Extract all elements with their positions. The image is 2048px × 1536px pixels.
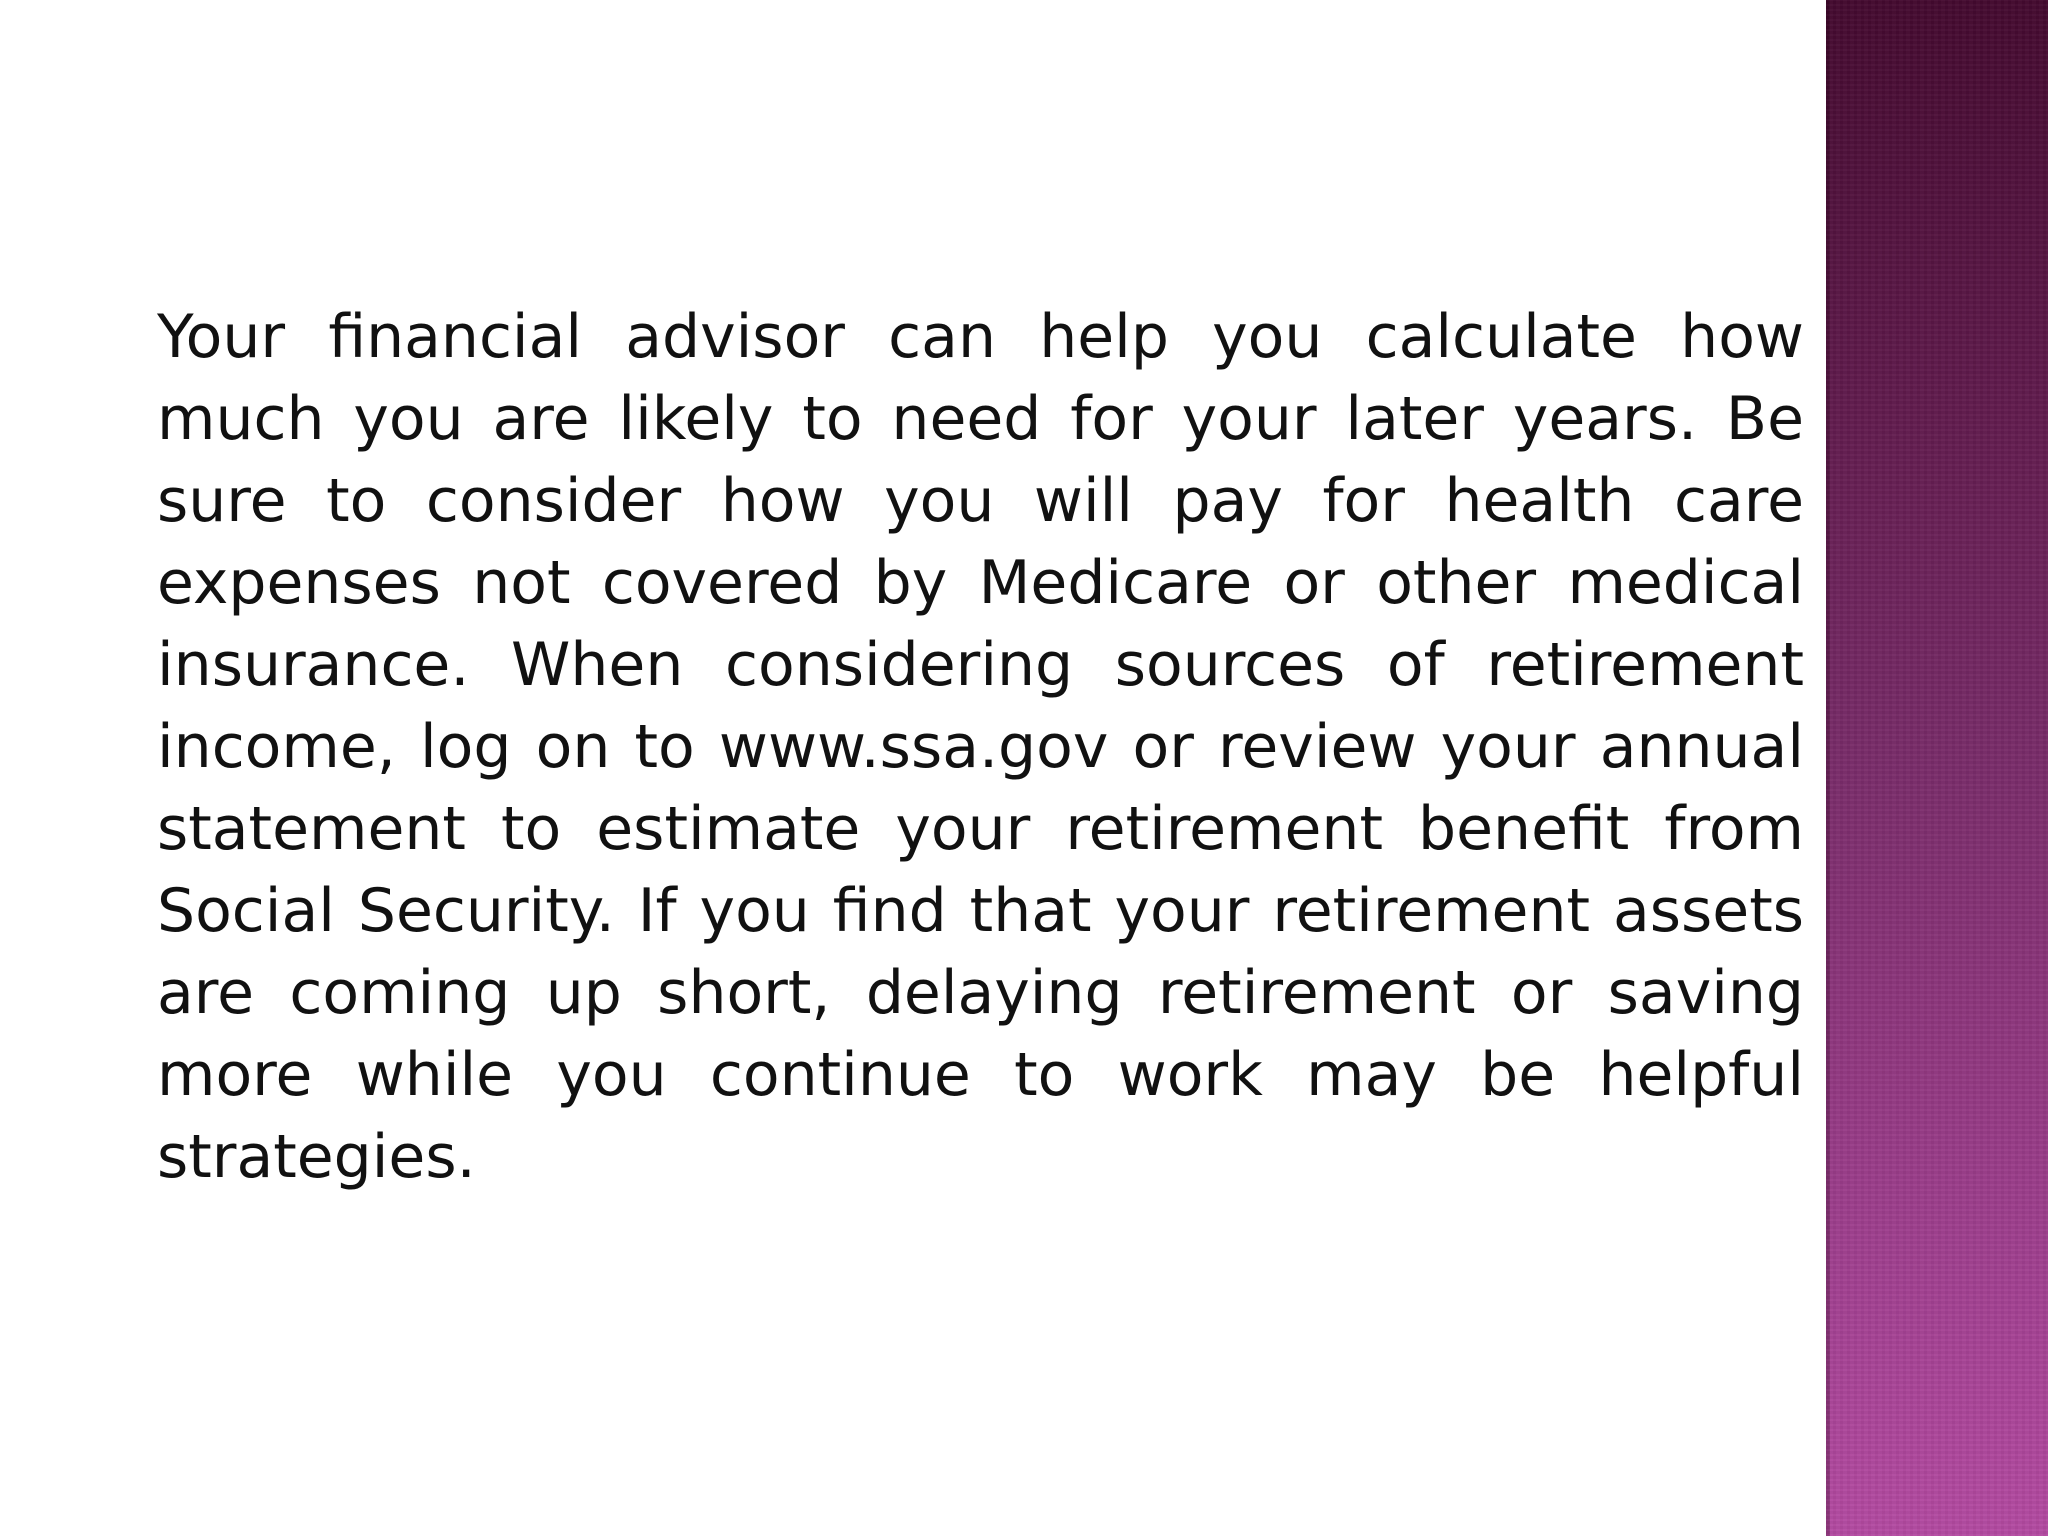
slide-body-text: Your financial advisor can help you calculate how much you are likely to need for your later years. Be sure to consider how you will pay for health care expenses not covered by Medicare or other medical insurance. When considering sources of retirement income, log on to www.ssa.gov or review your annual statement to estimate your retirement benefit from Social Security. If you find that your retirement assets are coming up short, delaying retirement or saving more while you continue to work may be helpful strategies.: [157, 302, 1804, 1192]
decorative-side-bar: [1826, 0, 2048, 1536]
side-bar-edge: [1826, 0, 1830, 1536]
